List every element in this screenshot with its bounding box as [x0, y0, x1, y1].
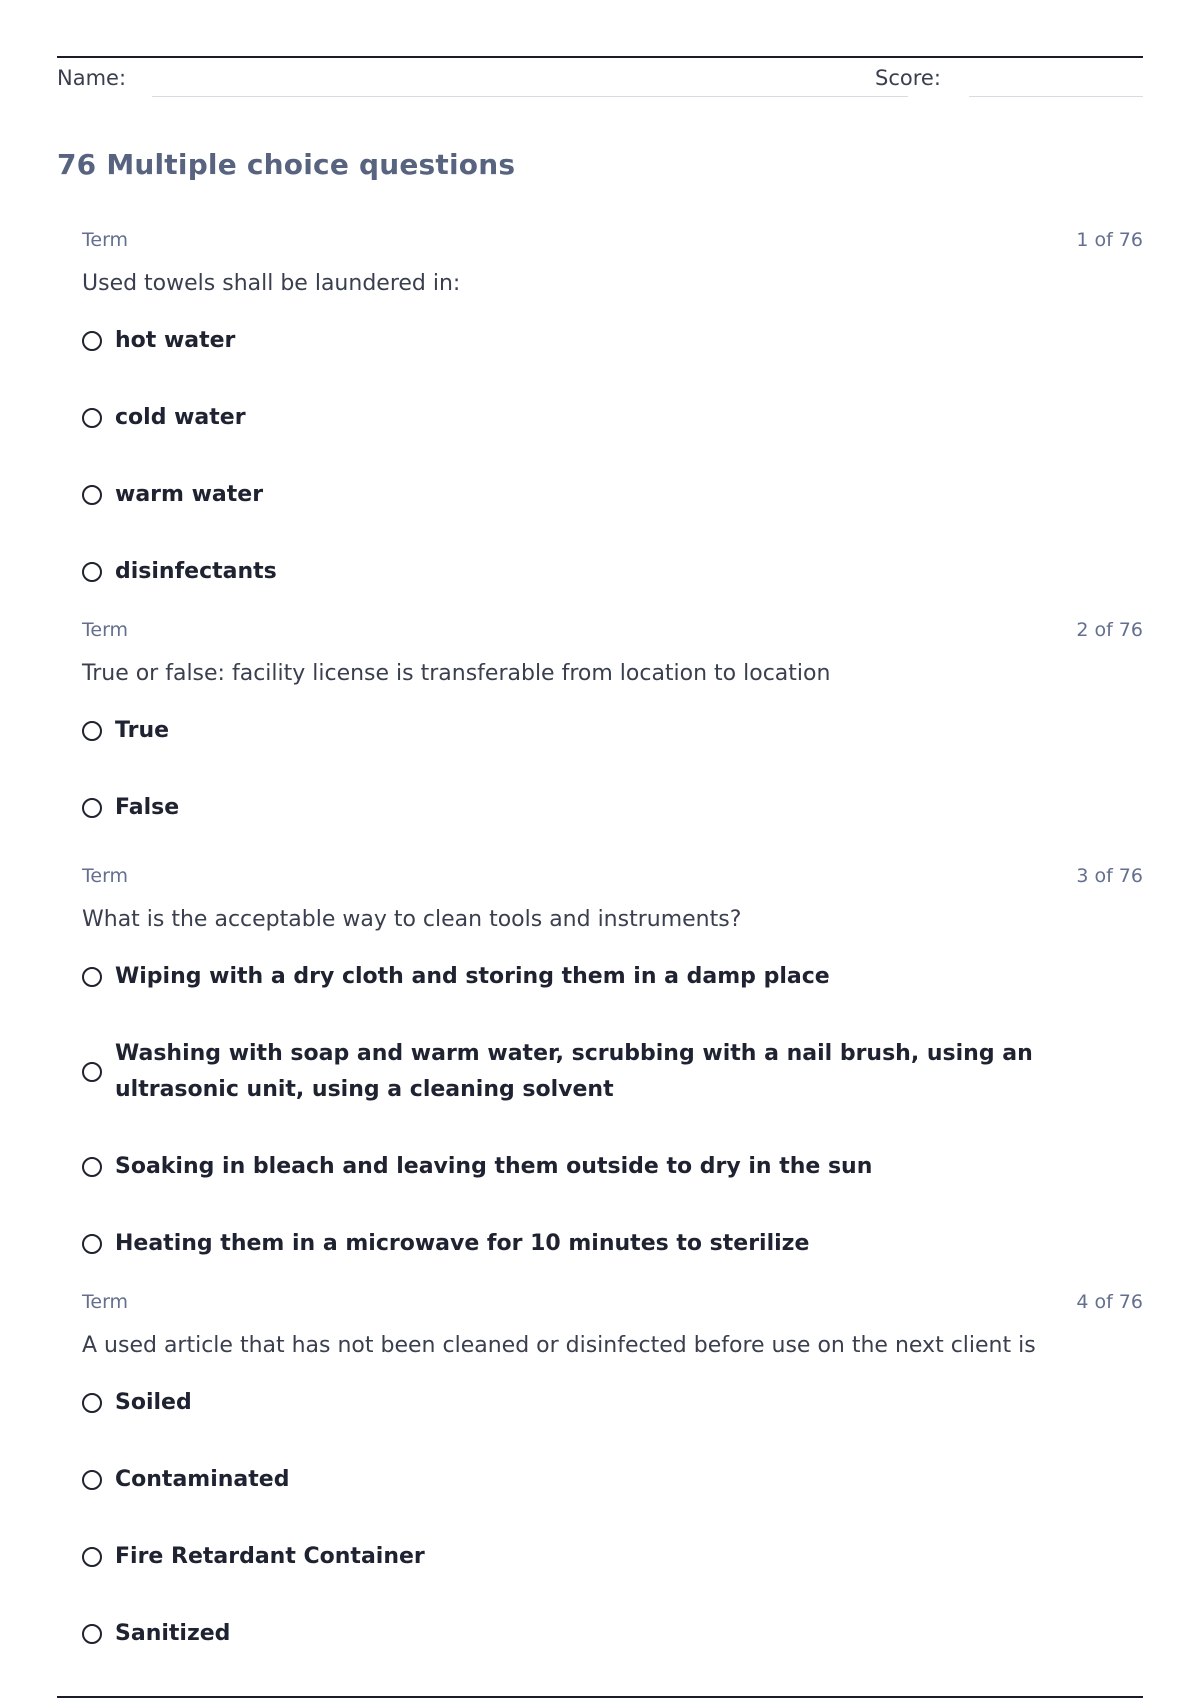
option-label: Wiping with a dry cloth and storing them in a damp place	[115, 964, 830, 989]
radio-button-icon[interactable]	[82, 1157, 102, 1177]
section-title: 76 Multiple choice questions	[57, 148, 516, 181]
question-4	[82, 1291, 1143, 1652]
radio-button-icon[interactable]	[82, 1624, 102, 1644]
option-label: disinfectants	[115, 559, 277, 584]
radio-button-icon[interactable]	[82, 1234, 102, 1254]
option-label: True	[115, 718, 170, 743]
term-label: Term	[82, 1291, 129, 1313]
option[interactable]	[82, 1149, 1143, 1185]
radio-button-icon[interactable]	[82, 798, 102, 818]
name-score-row	[57, 58, 1143, 98]
question-counter: 2 of 76	[1076, 619, 1143, 641]
radio-button-icon[interactable]	[82, 562, 102, 582]
radio-button-icon[interactable]	[82, 1547, 102, 1567]
option-label: Sanitized	[115, 1621, 231, 1646]
option[interactable]	[82, 1539, 1143, 1575]
bottom-divider	[57, 1696, 1143, 1698]
question-prompt: A used article that has not been cleaned or disinfected before use on the next client is	[82, 1333, 1036, 1358]
radio-button-icon[interactable]	[82, 485, 102, 505]
option-label: False	[115, 795, 180, 820]
radio-button-icon[interactable]	[82, 1393, 102, 1413]
question-counter: 1 of 76	[1076, 229, 1143, 251]
option-label: Fire Retardant Container	[115, 1544, 425, 1569]
question-header	[82, 229, 1143, 255]
radio-button-icon[interactable]	[82, 331, 102, 351]
option-label: warm water	[115, 482, 264, 507]
option[interactable]	[82, 1616, 1143, 1652]
score-label: Score:	[875, 66, 941, 90]
question-prompt: Used towels shall be laundered in:	[82, 271, 461, 296]
option-label: Contaminated	[115, 1467, 290, 1492]
radio-button-icon[interactable]	[82, 408, 102, 428]
option-label: hot water	[115, 328, 236, 353]
option[interactable]	[82, 1462, 1143, 1498]
name-field[interactable]	[152, 96, 908, 97]
question-1	[82, 229, 1143, 590]
option[interactable]	[82, 1385, 1143, 1421]
question-prompt: What is the acceptable way to clean tools and instruments?	[82, 907, 742, 932]
option[interactable]	[82, 554, 1143, 590]
term-label: Term	[82, 229, 129, 251]
option-label: Soaking in bleach and leaving them outside to dry in the sun	[115, 1154, 873, 1179]
option[interactable]	[82, 790, 1143, 826]
options-list	[82, 323, 1143, 590]
option[interactable]	[82, 323, 1143, 359]
option[interactable]	[82, 1036, 1143, 1108]
question-prompt: True or false: facility license is transferable from location to location	[82, 661, 831, 686]
option-label: Washing with soap and warm water, scrubbing with a nail brush, using an ultrasonic unit, using a cleaning solvent	[115, 1041, 1033, 1102]
question-3	[82, 865, 1143, 1262]
question-counter: 3 of 76	[1076, 865, 1143, 887]
radio-button-icon[interactable]	[82, 967, 102, 987]
radio-button-icon[interactable]	[82, 1470, 102, 1490]
option[interactable]	[82, 400, 1143, 436]
score-field[interactable]	[969, 96, 1143, 97]
name-label: Name:	[57, 66, 127, 90]
term-label: Term	[82, 865, 129, 887]
option[interactable]	[82, 477, 1143, 513]
option-label: Soiled	[115, 1390, 192, 1415]
option[interactable]	[82, 959, 1143, 995]
question-header	[82, 865, 1143, 891]
options-list	[82, 1385, 1143, 1652]
question-header	[82, 1291, 1143, 1317]
option[interactable]	[82, 713, 1143, 749]
radio-button-icon[interactable]	[82, 1062, 102, 1082]
radio-button-icon[interactable]	[82, 721, 102, 741]
option[interactable]	[82, 1226, 1143, 1262]
option-label: cold water	[115, 405, 246, 430]
question-counter: 4 of 76	[1076, 1291, 1143, 1313]
option-label: Heating them in a microwave for 10 minutes to sterilize	[115, 1231, 810, 1256]
options-list	[82, 713, 1143, 826]
options-list	[82, 959, 1143, 1262]
question-header	[82, 619, 1143, 645]
question-2	[82, 619, 1143, 826]
term-label: Term	[82, 619, 129, 641]
